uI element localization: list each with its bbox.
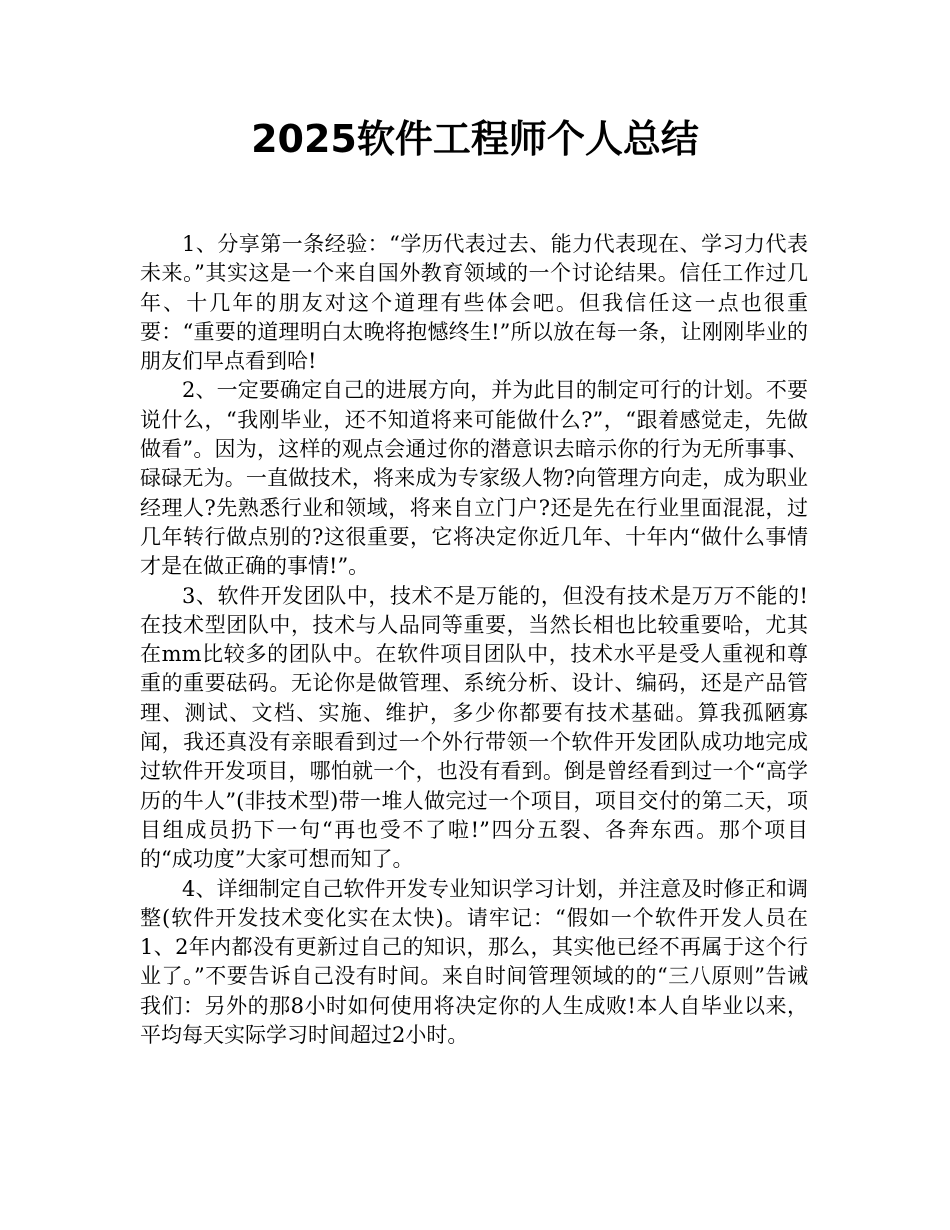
paragraph-1: 1、分享第一条经验：“学历代表过去、能力代表现在、学习力代表未来。”其实这是一个来自国外教育领域的一个讨论结果。信任工作过几年、十几年的朋友对这个道理有些体会吧。但我信任这一点也很重要：“重要的道理明白太晚将抱憾终生!”所以放在每一条，让刚刚毕业的朋友们早点看到哈!	[140, 232, 808, 374]
paragraph-2: 2、一定要确定自己的进展方向，并为此目的制定可行的计划。不要说什么，“我刚毕业，还不知道将来可能做什么?”，“跟着感觉走，先做做看”。因为，这样的观点会通过你的潜意识去暗示你的行为无所事事、碌碌无为。一直做技术，将来成为专家级人物?向管理方向走，成为职业经理人?先熟悉行业和领域，将来自立门户?还是先在行业里面混混，过几年转行做点别的?这很重要，它将决定你近几年、十年内“做什么事情才是在做正确的事情!”。	[140, 378, 808, 579]
paragraph-3: 3、软件开发团队中，技术不是万能的，但没有技术是万万不能的!在技术型团队中，技术与人品同等重要，当然长相也比较重要哈，尤其在mm比较多的团队中。在软件项目团队中，技术水平是受人重视和尊重的重要砝码。无论你是做管理、系统分析、设计、编码，还是产品管理、测试、文档、实施、维护，多少你都要有技术基础。算我孤陋寡闻，我还真没有亲眼看到过一个外行带领一个软件开发团队成功地完成过软件开发项目，哪怕就一个，也没有看到。倒是曾经看到过一个“高学历的牛人”(非技术型)带一堆人做完过一个项目，项目交付的第二天，项目组成员扔下一句“再也受不了啦!”四分五裂、各奔东西。那个项目的“成功度”大家可想而知了。	[140, 583, 808, 872]
document-body	[140, 230, 808, 1050]
document-title: 2025软件工程师个人总结	[251, 117, 699, 161]
paragraph-4: 4、详细制定自己软件开发专业知识学习计划，并注意及时修正和调整(软件开发技术变化实在太快)。请牢记：“假如一个软件开发人员在1、2年内都没有更新过自己的知识，那么，其实他已经不再属于这个行业了。”不要告诉自己没有时间。来自时间管理领域的的“三八原则”告诫我们：另外的那8小时如何使用将决定你的人生成败!本人自毕业以来，平均每天实际学习时间超过2小时。	[140, 876, 808, 1048]
